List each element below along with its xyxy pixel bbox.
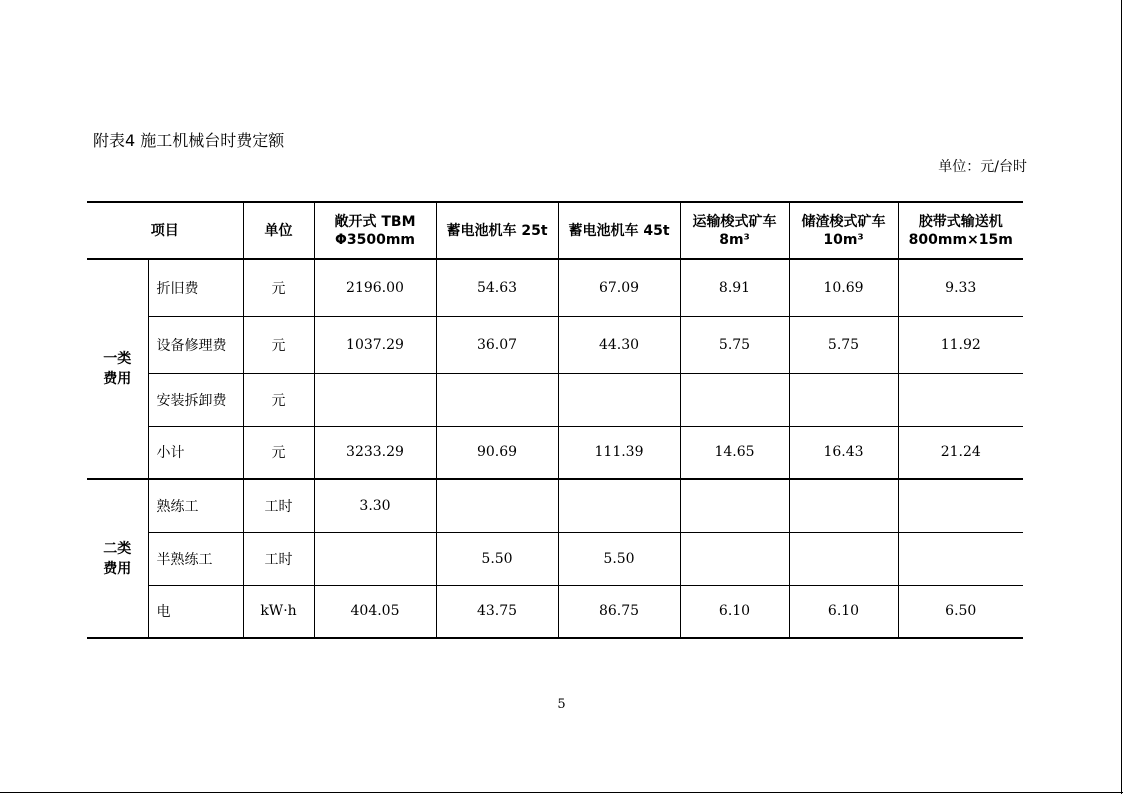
row-unit: 工时	[243, 532, 314, 585]
group-label-line1: 一类	[103, 351, 132, 367]
header-machine-line2: Φ3500mm	[334, 231, 416, 248]
group-label-line2: 费用	[103, 371, 132, 387]
table-cell: 67.09	[558, 259, 680, 316]
header-machine-line1: 运输梭式矿车	[692, 213, 777, 230]
table-cell: 111.39	[558, 426, 680, 479]
header-machine-line1: 蓄电池机车 45t	[568, 222, 670, 239]
header-machine	[436, 202, 558, 259]
table-cell: 43.75	[436, 585, 558, 638]
table-cell: 10.69	[789, 259, 898, 316]
row-unit: 元	[243, 426, 314, 479]
row-item-name: 折旧费	[148, 259, 243, 316]
table-cell: 54.63	[436, 259, 558, 316]
table-row	[87, 373, 1023, 426]
row-unit: 元	[243, 373, 314, 426]
table-cell	[680, 532, 789, 585]
table-cell	[898, 373, 1023, 426]
header-unit: 单位	[243, 202, 314, 259]
table-cell: 1037.29	[314, 316, 436, 373]
row-unit: 工时	[243, 479, 314, 532]
table-cell	[789, 373, 898, 426]
table-cell	[558, 479, 680, 532]
header-machine-line1: 蓄电池机车 25t	[446, 222, 548, 239]
header-machine-line2: 8m³	[719, 231, 750, 248]
table-cell	[558, 373, 680, 426]
table-row	[87, 259, 1023, 316]
header-machine-line1: 储渣梭式矿车	[801, 213, 886, 230]
table-cell: 5.75	[789, 316, 898, 373]
table-cell: 90.69	[436, 426, 558, 479]
row-item-name: 安装拆卸费	[148, 373, 243, 426]
row-item-name: 半熟练工	[148, 532, 243, 585]
header-machine	[314, 202, 436, 259]
header-machine-line1: 胶带式输送机	[918, 213, 1003, 230]
row-unit: 元	[243, 259, 314, 316]
header-machine-line1: 敞开式 TBM	[334, 213, 416, 230]
header-machine-line2: 10m³	[823, 231, 864, 248]
table-cell	[789, 532, 898, 585]
table-cell: 44.30	[558, 316, 680, 373]
row-item-name: 熟练工	[148, 479, 243, 532]
header-machine	[898, 202, 1023, 259]
group-label	[87, 259, 148, 479]
page-border-bottom	[0, 792, 1123, 793]
row-item-name: 小计	[148, 426, 243, 479]
table-cell: 6.10	[789, 585, 898, 638]
header-machine-line2: 800mm×15m	[908, 231, 1013, 248]
table-cell: 9.33	[898, 259, 1023, 316]
table-cell: 5.50	[558, 532, 680, 585]
table-cell	[898, 532, 1023, 585]
header-item: 项目	[87, 202, 243, 259]
table-cell	[436, 373, 558, 426]
table-cell: 6.10	[680, 585, 789, 638]
group-label-line1: 二类	[103, 540, 132, 557]
unit-note: 单位：元/台时	[938, 159, 1027, 175]
table-cell: 404.05	[314, 585, 436, 638]
table-row	[87, 532, 1023, 585]
table-cell	[789, 479, 898, 532]
table-cell: 14.65	[680, 426, 789, 479]
table-cell: 5.50	[436, 532, 558, 585]
table-cell	[314, 532, 436, 585]
header-machine	[789, 202, 898, 259]
header-row	[87, 202, 1023, 259]
table-cell: 16.43	[789, 426, 898, 479]
page-number: 5	[557, 697, 566, 712]
machine-fee-table	[87, 201, 1023, 639]
table-cell	[680, 373, 789, 426]
header-machine	[680, 202, 789, 259]
page-border-right	[1121, 0, 1122, 794]
table-cell: 21.24	[898, 426, 1023, 479]
row-item-name: 电	[148, 585, 243, 638]
table-row	[87, 479, 1023, 532]
table-cell: 6.50	[898, 585, 1023, 638]
table-cell: 11.92	[898, 316, 1023, 373]
document-title: 附表4 施工机械台时费定额	[93, 131, 285, 150]
table-cell: 36.07	[436, 316, 558, 373]
group-label-line2: 费用	[103, 560, 132, 577]
table-cell	[314, 373, 436, 426]
table-row	[87, 316, 1023, 373]
table-cell: 3233.29	[314, 426, 436, 479]
row-unit: kW·h	[243, 585, 314, 638]
table-cell: 86.75	[558, 585, 680, 638]
table-row	[87, 426, 1023, 479]
table-cell: 2196.00	[314, 259, 436, 316]
table-row	[87, 585, 1023, 638]
table-cell: 5.75	[680, 316, 789, 373]
group-label	[87, 479, 148, 638]
table-cell	[436, 479, 558, 532]
header-machine	[558, 202, 680, 259]
table-cell	[898, 479, 1023, 532]
row-unit: 元	[243, 316, 314, 373]
row-item-name: 设备修理费	[148, 316, 243, 373]
table-cell: 3.30	[314, 479, 436, 532]
table-cell: 8.91	[680, 259, 789, 316]
table-cell	[680, 479, 789, 532]
